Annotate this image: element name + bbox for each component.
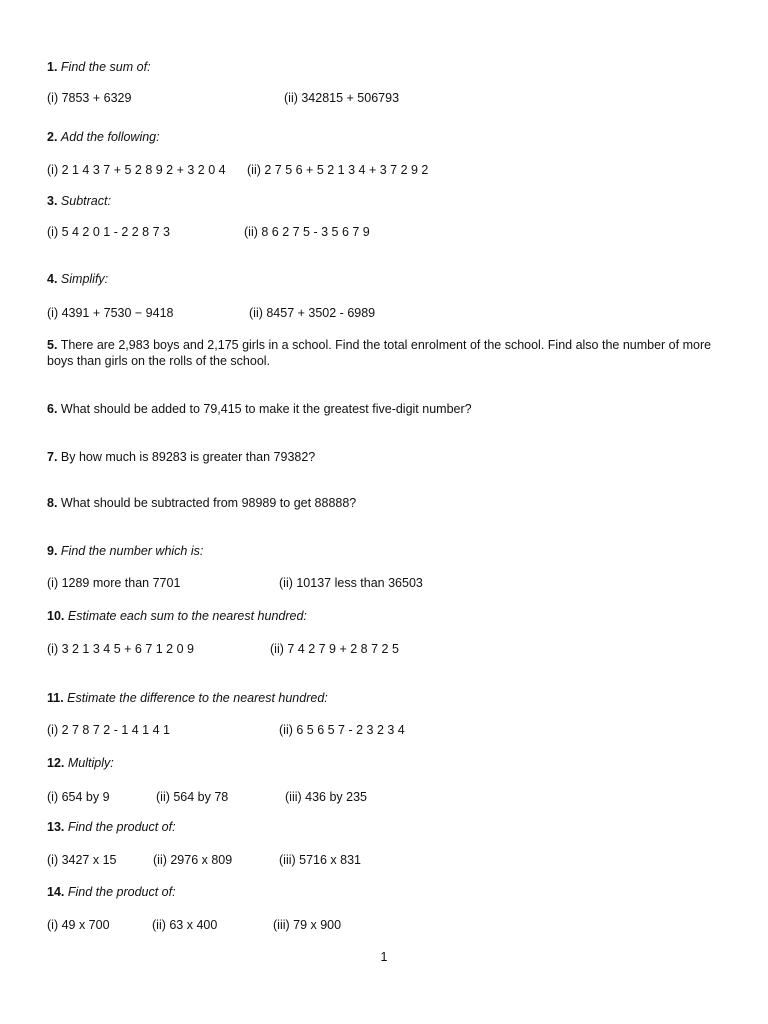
question-9-heading xyxy=(47,543,203,559)
question-text: What should be subtracted from 98989 to get 88888? xyxy=(60,496,357,510)
question-instruction: Estimate the difference to the nearest hundred: xyxy=(67,691,328,705)
question-number: 9. xyxy=(47,544,58,558)
question-14-heading xyxy=(47,884,176,900)
question-2-part-1: (i) 2 1 4 3 7 + 5 2 8 9 2 + 3 2 0 4 xyxy=(47,163,226,177)
question-10-part-1: (i) 3 2 1 3 4 5 + 6 7 1 2 0 9 xyxy=(47,642,194,656)
question-12-heading xyxy=(47,755,114,771)
question-number: 12. xyxy=(47,756,65,770)
question-number: 5. xyxy=(47,338,58,352)
question-7 xyxy=(47,449,315,465)
question-4-heading xyxy=(47,271,108,287)
question-13-part-1: (i) 3427 x 15 xyxy=(47,853,117,867)
question-13-heading xyxy=(47,819,176,835)
question-instruction: Estimate each sum to the nearest hundred: xyxy=(67,609,307,623)
question-10-part-2: (ii) 7 4 2 7 9 + 2 8 7 2 5 xyxy=(270,642,399,656)
question-1-part-1: (i) 7853 + 6329 xyxy=(47,91,132,105)
question-3-part-2: (ii) 8 6 2 7 5 - 3 5 6 7 9 xyxy=(244,225,370,239)
question-instruction: Simplify: xyxy=(60,272,109,286)
question-instruction: Subtract: xyxy=(60,194,111,208)
question-14-part-3: (iii) 79 x 900 xyxy=(273,918,342,932)
question-14-part-1: (i) 49 x 700 xyxy=(47,918,110,932)
question-instruction: Find the product of: xyxy=(67,885,176,899)
question-11-heading xyxy=(47,690,328,706)
question-12-part-2: (ii) 564 by 78 xyxy=(156,790,229,804)
question-number: 7. xyxy=(47,450,58,464)
question-4-part-1: (i) 4391 + 7530 − 9418 xyxy=(47,306,174,320)
question-number: 1. xyxy=(47,60,58,74)
question-9-part-2: (ii) 10137 less than 36503 xyxy=(279,576,423,590)
question-text: By how much is 89283 is greater than 79382? xyxy=(60,450,316,464)
question-12-part-1: (i) 654 by 9 xyxy=(47,790,110,804)
question-3-part-1: (i) 5 4 2 0 1 - 2 2 8 7 3 xyxy=(47,225,170,239)
question-number: 6. xyxy=(47,402,58,416)
question-1-heading xyxy=(47,59,151,75)
question-number: 4. xyxy=(47,272,58,286)
question-number: 10. xyxy=(47,609,65,623)
question-12-part-3: (iii) 436 by 235 xyxy=(285,790,367,804)
question-1-part-2: (ii) 342815 + 506793 xyxy=(284,91,400,105)
question-8 xyxy=(47,495,356,511)
question-number: 11. xyxy=(47,691,64,705)
question-3-heading xyxy=(47,193,111,209)
question-number: 13. xyxy=(47,820,65,834)
question-2-heading xyxy=(47,129,160,145)
question-13-part-3: (iii) 5716 x 831 xyxy=(279,853,361,867)
question-2-part-2: (ii) 2 7 5 6 + 5 2 1 3 4 + 3 7 2 9 2 xyxy=(247,163,429,177)
question-instruction: Find the number which is: xyxy=(60,544,204,558)
question-13-part-2: (ii) 2976 x 809 xyxy=(153,853,233,867)
page-number: 1 xyxy=(380,950,388,964)
question-number: 14. xyxy=(47,885,65,899)
question-text: There are 2,983 boys and 2,175 girls in a school. Find the total enrolment of the school. Find also the number of more boys than girls on the rolls of the school. xyxy=(47,338,712,368)
question-11-part-2: (ii) 6 5 6 5 7 - 2 3 2 3 4 xyxy=(279,723,405,737)
question-11-part-1: (i) 2 7 8 7 2 - 1 4 1 4 1 xyxy=(47,723,170,737)
question-5 xyxy=(47,337,717,369)
question-6 xyxy=(47,401,472,417)
question-4-part-2: (ii) 8457 + 3502 - 6989 xyxy=(249,306,376,320)
question-instruction: Multiply: xyxy=(67,756,114,770)
question-number: 3. xyxy=(47,194,58,208)
question-instruction: Find the product of: xyxy=(67,820,176,834)
question-number: 2. xyxy=(47,130,58,144)
question-number: 8. xyxy=(47,496,58,510)
question-instruction: Find the sum of: xyxy=(60,60,151,74)
question-9-part-1: (i) 1289 more than 7701 xyxy=(47,576,181,590)
question-text: What should be added to 79,415 to make it the greatest five-digit number? xyxy=(60,402,472,416)
question-14-part-2: (ii) 63 x 400 xyxy=(152,918,218,932)
question-10-heading xyxy=(47,608,307,624)
question-instruction: Add the following: xyxy=(60,130,160,144)
